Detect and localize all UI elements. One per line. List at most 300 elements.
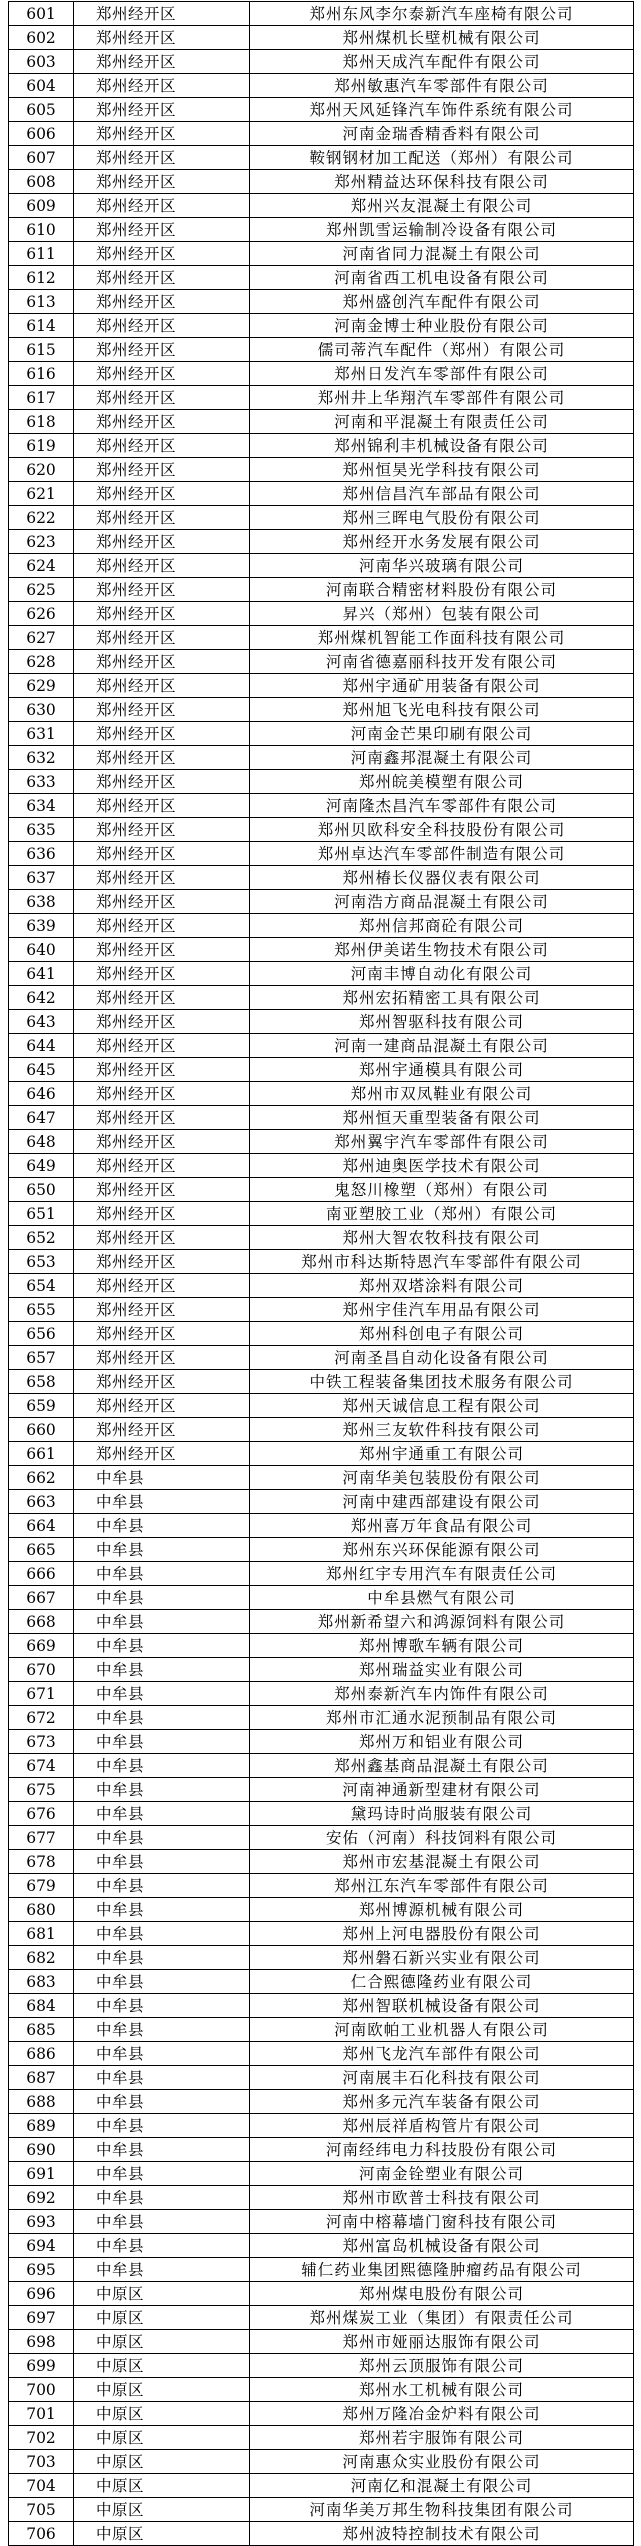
table-row — [9, 1034, 634, 1058]
row-number: 693 — [9, 2210, 74, 2234]
row-company-name: 河南华美包装股份有限公司 — [250, 1466, 634, 1490]
row-region: 郑州经开区 — [74, 818, 250, 842]
row-region: 中牟县 — [74, 1826, 250, 1850]
row-company-name: 安佑（河南）科技饲料有限公司 — [250, 1826, 634, 1850]
row-company-name: 河南华美万邦生物科技集团有限公司 — [250, 2498, 634, 2522]
row-number: 655 — [9, 1298, 74, 1322]
row-region: 中牟县 — [74, 1850, 250, 1874]
row-company-name: 郑州凯雪运输制冷设备有限公司 — [250, 218, 634, 242]
row-region: 郑州经开区 — [74, 890, 250, 914]
table-row — [9, 914, 634, 938]
row-number: 694 — [9, 2234, 74, 2258]
row-company-name: 郑州东兴环保能源有限公司 — [250, 1538, 634, 1562]
row-company-name: 郑州水工机械有限公司 — [250, 2378, 634, 2402]
row-company-name: 郑州博源机械有限公司 — [250, 1898, 634, 1922]
row-number: 618 — [9, 410, 74, 434]
table-row — [9, 2282, 634, 2306]
row-region: 郑州经开区 — [74, 530, 250, 554]
row-region: 郑州经开区 — [74, 50, 250, 74]
row-region: 郑州经开区 — [74, 794, 250, 818]
table-row — [9, 1802, 634, 1826]
table-row — [9, 1322, 634, 1346]
row-number: 624 — [9, 554, 74, 578]
row-region: 郑州经开区 — [74, 2, 250, 26]
table-row — [9, 2066, 634, 2090]
row-number: 610 — [9, 218, 74, 242]
row-number: 688 — [9, 2090, 74, 2114]
row-region: 郑州经开区 — [74, 698, 250, 722]
table-row — [9, 1562, 634, 1586]
row-region: 郑州经开区 — [74, 674, 250, 698]
row-region: 郑州经开区 — [74, 266, 250, 290]
row-region: 郑州经开区 — [74, 1226, 250, 1250]
row-number: 642 — [9, 986, 74, 1010]
row-company-name: 河南展丰石化科技有限公司 — [250, 2066, 634, 2090]
row-region: 郑州经开区 — [74, 1346, 250, 1370]
row-company-name: 郑州日发汽车零部件有限公司 — [250, 362, 634, 386]
row-number: 628 — [9, 650, 74, 674]
row-region: 郑州经开区 — [74, 26, 250, 50]
table-row — [9, 1178, 634, 1202]
row-company-name: 中牟县燃气有限公司 — [250, 1586, 634, 1610]
row-number: 648 — [9, 1130, 74, 1154]
row-number: 666 — [9, 1562, 74, 1586]
table-row — [9, 194, 634, 218]
row-region: 中牟县 — [74, 2162, 250, 2186]
row-number: 631 — [9, 722, 74, 746]
row-number: 697 — [9, 2306, 74, 2330]
row-company-name: 中铁工程装备集团技术服务有限公司 — [250, 1370, 634, 1394]
row-company-name: 郑州迪奥医学技术有限公司 — [250, 1154, 634, 1178]
row-company-name: 河南亿和混凝土有限公司 — [250, 2474, 634, 2498]
row-company-name: 郑州翼宇汽车零部件有限公司 — [250, 1130, 634, 1154]
row-number: 686 — [9, 2042, 74, 2066]
row-region: 中牟县 — [74, 1754, 250, 1778]
row-region: 中原区 — [74, 2402, 250, 2426]
row-number: 635 — [9, 818, 74, 842]
row-number: 615 — [9, 338, 74, 362]
row-region: 郑州经开区 — [74, 1370, 250, 1394]
row-number: 659 — [9, 1394, 74, 1418]
row-company-name: 郑州若宇服饰有限公司 — [250, 2426, 634, 2450]
row-number: 650 — [9, 1178, 74, 1202]
table-row — [9, 698, 634, 722]
table-row — [9, 26, 634, 50]
table-row — [9, 794, 634, 818]
row-region: 中原区 — [74, 2498, 250, 2522]
table-row — [9, 2234, 634, 2258]
row-region: 中原区 — [74, 2354, 250, 2378]
row-number: 623 — [9, 530, 74, 554]
table-row — [9, 1346, 634, 1370]
row-company-name: 郑州锦利丰机械设备有限公司 — [250, 434, 634, 458]
row-region: 郑州经开区 — [74, 1154, 250, 1178]
row-number: 632 — [9, 746, 74, 770]
row-company-name: 郑州天诚信息工程有限公司 — [250, 1394, 634, 1418]
row-company-name: 郑州恒天重型装备有限公司 — [250, 1106, 634, 1130]
row-number: 605 — [9, 98, 74, 122]
table-row — [9, 386, 634, 410]
row-region: 中牟县 — [74, 2042, 250, 2066]
row-number: 663 — [9, 1490, 74, 1514]
table-row — [9, 146, 634, 170]
row-number: 701 — [9, 2402, 74, 2426]
table-row — [9, 314, 634, 338]
table-row — [9, 938, 634, 962]
table-row — [9, 770, 634, 794]
table-row — [9, 290, 634, 314]
row-company-name: 郑州旭飞光电科技有限公司 — [250, 698, 634, 722]
row-company-name: 郑州煤机长壁机械有限公司 — [250, 26, 634, 50]
table-row — [9, 1778, 634, 1802]
row-number: 653 — [9, 1250, 74, 1274]
row-company-name: 郑州信邦商砼有限公司 — [250, 914, 634, 938]
row-number: 672 — [9, 1706, 74, 1730]
row-company-name: 郑州精益达环保科技有限公司 — [250, 170, 634, 194]
table-row — [9, 242, 634, 266]
company-table — [8, 1, 634, 2546]
table-row — [9, 1106, 634, 1130]
row-company-name: 郑州天风延锋汽车饰件系统有限公司 — [250, 98, 634, 122]
table-row — [9, 1634, 634, 1658]
row-region: 郑州经开区 — [74, 242, 250, 266]
row-company-name: 郑州智联机械设备有限公司 — [250, 1994, 634, 2018]
row-region: 郑州经开区 — [74, 338, 250, 362]
row-region: 中牟县 — [74, 1610, 250, 1634]
row-number: 636 — [9, 842, 74, 866]
row-number: 634 — [9, 794, 74, 818]
table-row — [9, 2522, 634, 2546]
row-number: 656 — [9, 1322, 74, 1346]
row-company-name: 郑州煤机智能工作面科技有限公司 — [250, 626, 634, 650]
table-row — [9, 506, 634, 530]
row-number: 654 — [9, 1274, 74, 1298]
row-region: 中牟县 — [74, 1778, 250, 1802]
table-row — [9, 1826, 634, 1850]
row-region: 郑州经开区 — [74, 1394, 250, 1418]
table-row — [9, 1850, 634, 1874]
row-number: 627 — [9, 626, 74, 650]
table-row — [9, 2258, 634, 2282]
table-row — [9, 2, 634, 26]
row-region: 郑州经开区 — [74, 194, 250, 218]
table-row — [9, 866, 634, 890]
row-company-name: 郑州辰祥盾构管片有限公司 — [250, 2114, 634, 2138]
row-company-name: 河南省同力混凝土有限公司 — [250, 242, 634, 266]
company-table-body — [9, 2, 634, 2546]
table-row — [9, 530, 634, 554]
row-company-name: 郑州博歌车辆有限公司 — [250, 1634, 634, 1658]
row-number: 682 — [9, 1946, 74, 1970]
row-number: 691 — [9, 2162, 74, 2186]
row-region: 郑州经开区 — [74, 986, 250, 1010]
table-row — [9, 338, 634, 362]
row-number: 687 — [9, 2066, 74, 2090]
row-number: 637 — [9, 866, 74, 890]
row-region: 郑州经开区 — [74, 74, 250, 98]
row-region: 中牟县 — [74, 1922, 250, 1946]
row-region: 郑州经开区 — [74, 842, 250, 866]
table-row — [9, 362, 634, 386]
row-number: 698 — [9, 2330, 74, 2354]
row-number: 601 — [9, 2, 74, 26]
row-company-name: 郑州大智农牧科技有限公司 — [250, 1226, 634, 1250]
row-number: 678 — [9, 1850, 74, 1874]
table-row — [9, 2498, 634, 2522]
table-row — [9, 890, 634, 914]
row-number: 645 — [9, 1058, 74, 1082]
row-region: 郑州经开区 — [74, 1418, 250, 1442]
row-company-name: 郑州宇佳汽车用品有限公司 — [250, 1298, 634, 1322]
row-company-name: 河南金芒果印刷有限公司 — [250, 722, 634, 746]
row-region: 郑州经开区 — [74, 1034, 250, 1058]
row-company-name: 郑州市欧普士科技有限公司 — [250, 2186, 634, 2210]
row-region: 中牟县 — [74, 2114, 250, 2138]
row-company-name: 仁合熙德隆药业有限公司 — [250, 1970, 634, 1994]
table-row — [9, 1250, 634, 1274]
row-number: 702 — [9, 2426, 74, 2450]
row-company-name: 郑州鑫基商品混凝土有限公司 — [250, 1754, 634, 1778]
row-region: 中牟县 — [74, 1730, 250, 1754]
row-number: 674 — [9, 1754, 74, 1778]
row-region: 中牟县 — [74, 1490, 250, 1514]
table-row — [9, 962, 634, 986]
row-region: 郑州经开区 — [74, 578, 250, 602]
row-company-name: 河南省西工机电设备有限公司 — [250, 266, 634, 290]
row-region: 郑州经开区 — [74, 938, 250, 962]
row-number: 703 — [9, 2450, 74, 2474]
row-region: 中牟县 — [74, 1898, 250, 1922]
table-row — [9, 1538, 634, 1562]
row-company-name: 郑州宇通模具有限公司 — [250, 1058, 634, 1082]
table-row — [9, 122, 634, 146]
row-company-name: 河南丰博自动化有限公司 — [250, 962, 634, 986]
table-row — [9, 2306, 634, 2330]
row-region: 郑州经开区 — [74, 1058, 250, 1082]
row-company-name: 郑州红宇专用汽车有限责任公司 — [250, 1562, 634, 1586]
row-company-name: 郑州市双凤鞋业有限公司 — [250, 1082, 634, 1106]
row-region: 郑州经开区 — [74, 458, 250, 482]
table-row — [9, 218, 634, 242]
row-region: 郑州经开区 — [74, 962, 250, 986]
row-company-name: 河南中建西部建设有限公司 — [250, 1490, 634, 1514]
row-number: 700 — [9, 2378, 74, 2402]
row-number: 617 — [9, 386, 74, 410]
row-number: 612 — [9, 266, 74, 290]
row-company-name: 郑州天成汽车配件有限公司 — [250, 50, 634, 74]
row-number: 690 — [9, 2138, 74, 2162]
row-region: 郑州经开区 — [74, 170, 250, 194]
row-company-name: 河南一建商品混凝土有限公司 — [250, 1034, 634, 1058]
table-row — [9, 1970, 634, 1994]
table-row — [9, 1418, 634, 1442]
row-number: 675 — [9, 1778, 74, 1802]
row-company-name: 郑州波特控制技术有限公司 — [250, 2522, 634, 2546]
row-region: 中原区 — [74, 2306, 250, 2330]
table-row — [9, 2330, 634, 2354]
table-row — [9, 1706, 634, 1730]
table-row — [9, 1394, 634, 1418]
row-number: 692 — [9, 2186, 74, 2210]
row-company-name: 郑州泰新汽车内饰件有限公司 — [250, 1682, 634, 1706]
table-row — [9, 554, 634, 578]
table-row — [9, 2426, 634, 2450]
row-company-name: 河南联合精密材料股份有限公司 — [250, 578, 634, 602]
row-company-name: 河南金博士种业股份有限公司 — [250, 314, 634, 338]
row-number: 625 — [9, 578, 74, 602]
row-region: 郑州经开区 — [74, 1274, 250, 1298]
table-row — [9, 602, 634, 626]
row-number: 680 — [9, 1898, 74, 1922]
row-number: 613 — [9, 290, 74, 314]
table-row — [9, 2114, 634, 2138]
row-number: 608 — [9, 170, 74, 194]
row-number: 633 — [9, 770, 74, 794]
row-number: 621 — [9, 482, 74, 506]
row-region: 郑州经开区 — [74, 866, 250, 890]
row-region: 郑州经开区 — [74, 362, 250, 386]
table-row — [9, 1226, 634, 1250]
row-region: 郑州经开区 — [74, 1130, 250, 1154]
row-number: 644 — [9, 1034, 74, 1058]
row-number: 704 — [9, 2474, 74, 2498]
row-region: 郑州经开区 — [74, 1442, 250, 1466]
row-company-name: 郑州上河电器股份有限公司 — [250, 1922, 634, 1946]
row-company-name: 河南惠众实业股份有限公司 — [250, 2450, 634, 2474]
row-number: 630 — [9, 698, 74, 722]
row-company-name: 昇兴（郑州）包装有限公司 — [250, 602, 634, 626]
row-region: 郑州经开区 — [74, 1250, 250, 1274]
table-row — [9, 1514, 634, 1538]
row-number: 639 — [9, 914, 74, 938]
row-region: 郑州经开区 — [74, 770, 250, 794]
row-number: 641 — [9, 962, 74, 986]
row-region: 中原区 — [74, 2282, 250, 2306]
row-number: 669 — [9, 1634, 74, 1658]
row-number: 651 — [9, 1202, 74, 1226]
row-number: 706 — [9, 2522, 74, 2546]
table-row — [9, 746, 634, 770]
row-company-name: 辅仁药业集团熙德隆肿瘤药品有限公司 — [250, 2258, 634, 2282]
row-number: 667 — [9, 1586, 74, 1610]
table-row — [9, 98, 634, 122]
table-row — [9, 434, 634, 458]
row-region: 中原区 — [74, 2378, 250, 2402]
row-region: 郑州经开区 — [74, 314, 250, 338]
row-number: 689 — [9, 2114, 74, 2138]
row-company-name: 郑州江东汽车零部件有限公司 — [250, 1874, 634, 1898]
row-region: 中牟县 — [74, 1514, 250, 1538]
row-region: 郑州经开区 — [74, 506, 250, 530]
row-company-name: 河南中榕幕墙门窗科技有限公司 — [250, 2210, 634, 2234]
table-row — [9, 2018, 634, 2042]
row-number: 602 — [9, 26, 74, 50]
row-company-name: 郑州宇通重工有限公司 — [250, 1442, 634, 1466]
table-row — [9, 1610, 634, 1634]
row-number: 652 — [9, 1226, 74, 1250]
table-row — [9, 2162, 634, 2186]
row-number: 677 — [9, 1826, 74, 1850]
row-region: 郑州经开区 — [74, 650, 250, 674]
row-company-name: 郑州兴友混凝土有限公司 — [250, 194, 634, 218]
table-row — [9, 650, 634, 674]
row-company-name: 郑州三晖电气股份有限公司 — [250, 506, 634, 530]
row-company-name: 河南金瑞香精香料有限公司 — [250, 122, 634, 146]
row-company-name: 郑州煤电股份有限公司 — [250, 2282, 634, 2306]
row-region: 中牟县 — [74, 2066, 250, 2090]
row-region: 郑州经开区 — [74, 218, 250, 242]
table-row — [9, 410, 634, 434]
row-region: 中牟县 — [74, 1994, 250, 2018]
table-row — [9, 1466, 634, 1490]
table-row — [9, 1274, 634, 1298]
table-row — [9, 1922, 634, 1946]
table-row — [9, 986, 634, 1010]
row-company-name: 郑州云顶服饰有限公司 — [250, 2354, 634, 2378]
row-region: 中牟县 — [74, 2258, 250, 2282]
table-row — [9, 1658, 634, 1682]
row-company-name: 郑州恒昊光学科技有限公司 — [250, 458, 634, 482]
row-company-name: 鞍钢钢材加工配送（郑州）有限公司 — [250, 146, 634, 170]
row-number: 611 — [9, 242, 74, 266]
row-region: 郑州经开区 — [74, 1178, 250, 1202]
table-row — [9, 1202, 634, 1226]
row-company-name: 河南华兴玻璃有限公司 — [250, 554, 634, 578]
row-number: 638 — [9, 890, 74, 914]
row-company-name: 河南隆杰昌汽车零部件有限公司 — [250, 794, 634, 818]
row-region: 中牟县 — [74, 1658, 250, 1682]
row-region: 中牟县 — [74, 1706, 250, 1730]
row-company-name: 河南浩方商品混凝土有限公司 — [250, 890, 634, 914]
row-number: 673 — [9, 1730, 74, 1754]
row-company-name: 郑州多元汽车装备有限公司 — [250, 2090, 634, 2114]
table-row — [9, 266, 634, 290]
row-number: 643 — [9, 1010, 74, 1034]
row-number: 607 — [9, 146, 74, 170]
row-region: 中牟县 — [74, 1466, 250, 1490]
row-region: 中牟县 — [74, 1946, 250, 1970]
row-region: 郑州经开区 — [74, 410, 250, 434]
row-company-name: 郑州富岛机械设备有限公司 — [250, 2234, 634, 2258]
row-number: 661 — [9, 1442, 74, 1466]
row-number: 620 — [9, 458, 74, 482]
row-number: 664 — [9, 1514, 74, 1538]
row-region: 郑州经开区 — [74, 1106, 250, 1130]
row-number: 695 — [9, 2258, 74, 2282]
table-row — [9, 1586, 634, 1610]
row-company-name: 河南鑫邦混凝土有限公司 — [250, 746, 634, 770]
row-region: 郑州经开区 — [74, 1202, 250, 1226]
row-region: 郑州经开区 — [74, 434, 250, 458]
row-number: 649 — [9, 1154, 74, 1178]
row-number: 660 — [9, 1418, 74, 1442]
row-company-name: 郑州经开水务发展有限公司 — [250, 530, 634, 554]
row-number: 670 — [9, 1658, 74, 1682]
table-row — [9, 74, 634, 98]
table-row — [9, 1898, 634, 1922]
row-number: 658 — [9, 1370, 74, 1394]
row-number: 705 — [9, 2498, 74, 2522]
row-number: 609 — [9, 194, 74, 218]
row-company-name: 郑州皖美模塑有限公司 — [250, 770, 634, 794]
table-row — [9, 1298, 634, 1322]
table-row — [9, 2474, 634, 2498]
row-region: 郑州经开区 — [74, 554, 250, 578]
row-number: 603 — [9, 50, 74, 74]
row-region: 中牟县 — [74, 1874, 250, 1898]
row-region: 中牟县 — [74, 1802, 250, 1826]
table-row — [9, 170, 634, 194]
